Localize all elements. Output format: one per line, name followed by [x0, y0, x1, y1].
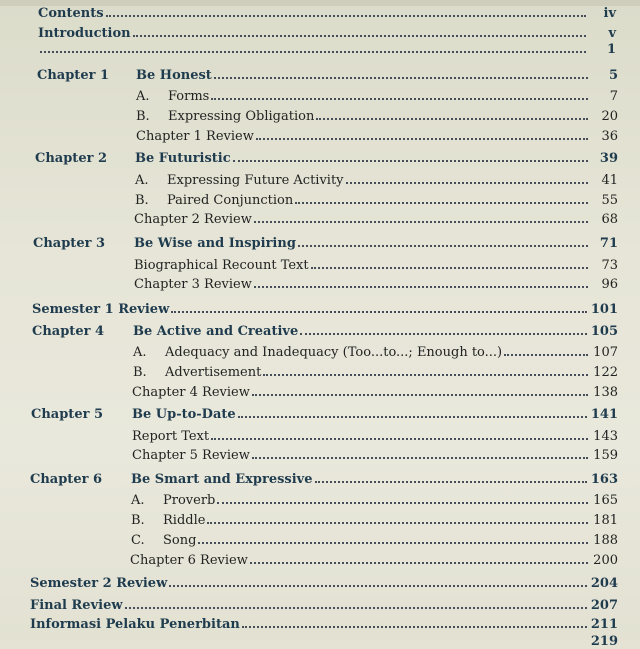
item-page: 68: [601, 212, 618, 227]
dot-leader: [211, 98, 588, 100]
toc-item[interactable]: [133, 365, 618, 380]
item-title: Song: [163, 533, 197, 548]
item-title: Forms: [168, 89, 210, 104]
chapter-title: Be Honest: [136, 68, 212, 83]
toc-entry-unlabeled[interactable]: [38, 42, 616, 57]
toc-entry-contents[interactable]: [38, 6, 616, 21]
chapter-page: 71: [599, 236, 618, 251]
item-page: 200: [593, 553, 618, 568]
dot-leader: [316, 118, 588, 120]
item-page: 107: [593, 345, 618, 360]
dot-leader: [238, 416, 587, 418]
item-title: Advertisement: [165, 365, 262, 380]
item-title: Report Text: [132, 429, 210, 444]
chapter-title: Be Up-to-Date: [132, 407, 236, 422]
item-page: 138: [593, 385, 618, 400]
dot-leader: [211, 438, 588, 440]
chapter-4-label: Chapter 4: [32, 324, 105, 339]
item-page: 159: [593, 448, 618, 463]
item-page: 20: [601, 109, 618, 124]
dot-leader: [217, 502, 588, 504]
item-page: 41: [601, 173, 618, 188]
dot-leader: [214, 77, 588, 79]
entry-page: 204: [590, 576, 618, 591]
item-page: 143: [593, 429, 618, 444]
toc-entry-page: 1: [606, 42, 616, 57]
entry-title: Semester 2 Review: [30, 576, 168, 591]
toc-item[interactable]: [135, 193, 618, 208]
semester-1-review[interactable]: [32, 302, 618, 317]
chapter-1-heading[interactable]: [136, 68, 618, 83]
item-letter: A.: [133, 345, 147, 360]
chapter-6-label: Chapter 6: [30, 472, 103, 487]
toc-item[interactable]: [136, 89, 618, 104]
item-page: 36: [601, 129, 618, 144]
item-title: Proverb: [163, 493, 216, 508]
item-page: 96: [601, 277, 618, 292]
item-page: 165: [593, 493, 618, 508]
item-page: 188: [593, 533, 618, 548]
item-letter: A.: [131, 493, 145, 508]
toc-item[interactable]: [132, 385, 618, 400]
toc-item[interactable]: [133, 345, 618, 360]
item-title: Biographical Recount Text: [134, 258, 309, 273]
dot-leader: [233, 160, 588, 162]
chapter-6-heading[interactable]: [131, 472, 618, 487]
item-letter: C.: [131, 533, 145, 548]
entry-title: Final Review: [30, 598, 123, 613]
dot-leader: [252, 394, 588, 396]
dot-leader: [315, 481, 587, 483]
toc-item[interactable]: [135, 173, 618, 188]
toc-entry-page: v: [608, 26, 616, 41]
toc-entry-title: Contents: [38, 6, 104, 21]
chapter-3-label: Chapter 3: [33, 236, 106, 251]
dot-leader: [254, 286, 588, 288]
toc-item[interactable]: [134, 258, 618, 273]
dot-leader: [254, 221, 588, 223]
toc-item[interactable]: [134, 212, 618, 227]
chapter-2-label: Chapter 2: [35, 151, 108, 166]
item-letter: B.: [136, 109, 150, 124]
entry-page: 101: [590, 302, 618, 317]
cutoff-entry: [558, 634, 618, 649]
dot-leader: [169, 585, 587, 587]
item-letter: A.: [136, 89, 150, 104]
dot-leader: [250, 562, 588, 564]
chapter-page: 39: [599, 151, 618, 166]
dot-leader: [295, 202, 588, 204]
dot-leader: [133, 35, 586, 37]
dot-leader: [504, 354, 588, 356]
chapter-title: Be Active and Creative: [133, 324, 299, 339]
item-title: Chapter 3 Review: [134, 277, 252, 292]
item-title: Chapter 4 Review: [132, 385, 250, 400]
item-title: Adequacy and Inadequacy (Too...to...; Enough to...): [165, 345, 503, 360]
entry-page: 211: [590, 617, 618, 632]
item-letter: B.: [131, 513, 145, 528]
dot-leader: [311, 267, 588, 269]
item-title: Paired Conjunction: [167, 193, 294, 208]
toc-entry-title: Introduction: [38, 26, 131, 41]
toc-item[interactable]: [132, 429, 618, 444]
item-title: Riddle: [163, 513, 206, 528]
dot-leader: [252, 457, 588, 459]
dot-leader: [256, 138, 588, 140]
dot-leader: [198, 542, 588, 544]
dot-leader: [346, 182, 588, 184]
chapter-2-heading[interactable]: [135, 151, 618, 166]
chapter-3-heading[interactable]: [134, 236, 618, 251]
item-page: 122: [593, 365, 618, 380]
item-title: Chapter 2 Review: [134, 212, 252, 227]
toc-entry-introduction[interactable]: [38, 26, 616, 41]
toc-entry-page: iv: [603, 6, 616, 21]
item-title: Chapter 1 Review: [136, 129, 254, 144]
item-page: 55: [601, 193, 618, 208]
dot-leader: [242, 626, 587, 628]
item-title: Chapter 5 Review: [132, 448, 250, 463]
item-letter: A.: [135, 173, 149, 188]
final-review[interactable]: [30, 598, 618, 613]
toc-item[interactable]: [136, 109, 618, 124]
entry-title: Semester 1 Review: [32, 302, 170, 317]
chapter-page: 105: [590, 324, 618, 339]
item-page: 7: [609, 89, 618, 104]
toc-item[interactable]: [131, 493, 618, 508]
chapter-page: 163: [590, 472, 618, 487]
item-title: Chapter 6 Review: [130, 553, 248, 568]
toc-item[interactable]: [131, 513, 618, 528]
dot-leader: [300, 333, 587, 335]
dot-leader: [298, 245, 588, 247]
item-title: Expressing Future Activity: [167, 173, 344, 188]
chapter-5-label: Chapter 5: [31, 407, 104, 422]
chapter-title: Be Futuristic: [135, 151, 231, 166]
chapter-page: 5: [608, 68, 618, 83]
item-letter: B.: [133, 365, 147, 380]
informasi-pelaku-penerbitan[interactable]: [30, 617, 618, 632]
dot-leader: [106, 15, 586, 17]
item-page: 73: [601, 258, 618, 273]
item-title: Expressing Obligation: [168, 109, 315, 124]
dot-leader: [263, 374, 588, 376]
entry-title: Informasi Pelaku Penerbitan: [30, 617, 240, 632]
dot-leader: [171, 311, 587, 313]
toc-item[interactable]: [134, 277, 618, 292]
item-letter: B.: [135, 193, 149, 208]
dot-leader: [207, 522, 588, 524]
chapter-title: Be Smart and Expressive: [131, 472, 313, 487]
chapter-5-heading[interactable]: [132, 407, 618, 422]
entry-page: 207: [590, 598, 618, 613]
toc-item[interactable]: [136, 129, 618, 144]
item-page: 181: [593, 513, 618, 528]
entry-page: 219: [590, 634, 618, 649]
semester-2-review[interactable]: [30, 576, 618, 591]
toc-item[interactable]: [131, 533, 618, 548]
dot-leader: [40, 51, 586, 53]
chapter-title: Be Wise and Inspiring: [134, 236, 296, 251]
chapter-4-heading[interactable]: [133, 324, 618, 339]
dot-leader: [125, 607, 587, 609]
toc-item[interactable]: [132, 448, 618, 463]
chapter-1-label: Chapter 1: [37, 68, 110, 83]
chapter-page: 141: [590, 407, 618, 422]
toc-item[interactable]: [130, 553, 618, 568]
